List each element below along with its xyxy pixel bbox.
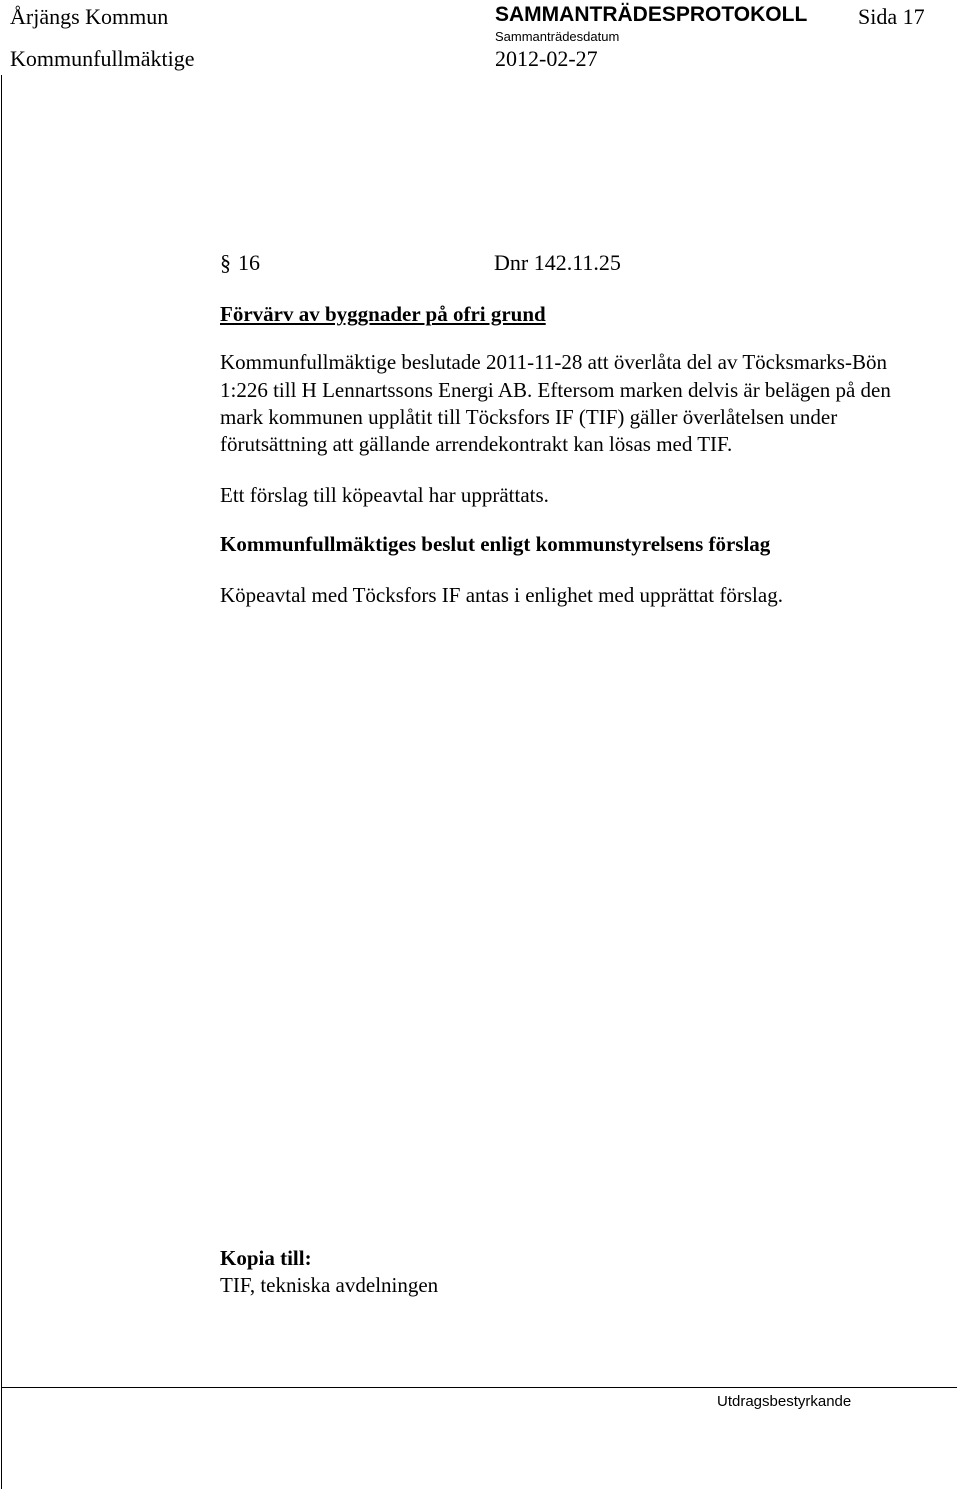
paragraph-number: 16 bbox=[238, 250, 260, 275]
meeting-date-label: Sammanträdesdatum bbox=[495, 29, 620, 44]
paragraph-symbol: § bbox=[220, 250, 231, 275]
decision-text: Köpeavtal med Töcksfors IF antas i enlighet med upprättat förslag. bbox=[220, 583, 783, 607]
left-margin-rule bbox=[1, 75, 2, 1489]
meeting-body: Kommunfullmäktige bbox=[10, 46, 195, 71]
municipality-name: Årjängs Kommun bbox=[10, 4, 169, 29]
decision-heading: Kommunfullmäktiges beslut enligt kommunstyrelsens förslag bbox=[220, 532, 771, 556]
body-text-line: Ett förslag till köpeavtal har upprättats. bbox=[220, 483, 549, 507]
case-number: Dnr 142.11.25 bbox=[494, 250, 621, 275]
copy-recipients: TIF, tekniska avdelningen bbox=[220, 1273, 439, 1297]
meeting-date: 2012-02-27 bbox=[495, 46, 598, 71]
copy-label: Kopia till: bbox=[220, 1246, 312, 1270]
protocol-title: SAMMANTRÄDESPROTOKOLL bbox=[495, 3, 808, 26]
body-text-line: 1:226 till H Lennartssons Energi AB. Eftersom marken delvis är belägen på den bbox=[220, 378, 891, 402]
page-number: Sida 17 bbox=[858, 4, 925, 29]
extract-certification-label: Utdragsbestyrkande bbox=[717, 1393, 852, 1410]
footer-divider bbox=[1, 1387, 957, 1388]
body-text-line: förutsättning att gällande arrendekontrakt kan lösas med TIF. bbox=[220, 432, 733, 456]
case-title: Förvärv av byggnader på ofri grund bbox=[220, 302, 546, 326]
body-text-line: mark kommunen upplåtit till Töcksfors IF (TIF) gäller överlåtelsen under bbox=[220, 405, 838, 429]
body-text-line: Kommunfullmäktige beslutade 2011-11-28 att överlåta del av Töcksmarks-Bön bbox=[220, 350, 887, 374]
